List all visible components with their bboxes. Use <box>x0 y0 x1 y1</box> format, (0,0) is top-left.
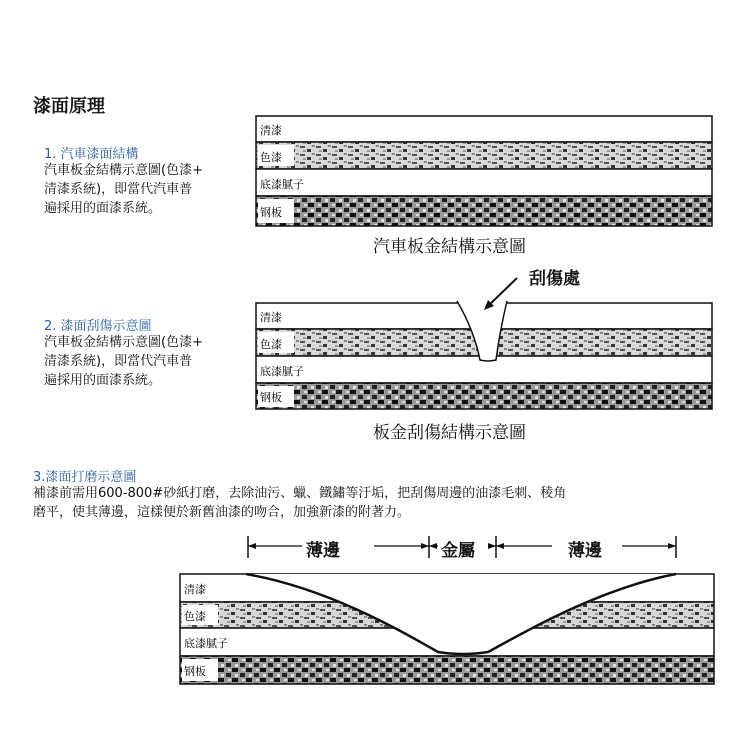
layer-label-primer: 底漆膩子 <box>260 365 304 378</box>
dim-label-metal: 金屬 <box>441 541 475 561</box>
layer-label-basecoat: 色漆 <box>260 338 282 351</box>
scratch-annotation: 刮傷處 <box>529 269 580 289</box>
section-2-desc-line: 清漆系統)，即當代汽車普 <box>44 354 193 369</box>
layer-clearcoat <box>256 116 712 142</box>
layer-label-steel: 钢板 <box>184 665 206 678</box>
layer-label-steel: 钢板 <box>260 206 282 219</box>
section-1-desc-line: 遍採用的面漆系統。 <box>44 201 162 216</box>
layer-label-clearcoat: 清漆 <box>260 311 282 324</box>
section-1-desc-line: 汽車板金結構示意圖(色漆+ <box>44 163 203 178</box>
section-1-desc-line: 清漆系統)，即當代汽車普 <box>44 182 193 197</box>
layer-label-primer: 底漆膩子 <box>260 178 304 191</box>
diagram-2-caption: 板金刮傷結構示意圖 <box>373 423 526 443</box>
layer-primer <box>256 169 712 196</box>
layer-steel <box>256 196 712 226</box>
page-title: 漆面原理 <box>33 96 105 117</box>
section-1-desc <box>44 161 203 218</box>
section-2-desc <box>44 333 203 390</box>
layer-label-basecoat: 色漆 <box>184 610 206 623</box>
layer-basecoat <box>256 142 712 169</box>
scratch-diagram <box>252 260 714 412</box>
layer-steel <box>180 656 714 684</box>
diagram-1-caption: 汽車板金結構示意圖 <box>373 237 526 257</box>
section-2-desc-line: 遍採用的面漆系統。 <box>44 373 162 388</box>
layer-steel <box>256 383 712 409</box>
section-2-desc-line: 汽車板金結構示意圖(色漆+ <box>44 335 203 350</box>
section-1-title: 1. 汽車漆面結構 <box>44 147 139 162</box>
section-3-desc <box>33 484 566 522</box>
dim-label-thin-edge-right: 薄邊 <box>568 541 602 561</box>
section-3-title: 3.漆面打磨示意圖 <box>33 470 137 485</box>
layer-label-clearcoat: 清漆 <box>184 583 206 596</box>
section-3-desc-line: 磨平，使其薄邊，這樣便於新舊油漆的吻合，加強新漆的附著力。 <box>33 505 411 520</box>
layer-label-steel: 钢板 <box>260 391 282 404</box>
paint-structure-diagram <box>252 113 714 231</box>
layer-label-primer: 底漆膩子 <box>184 637 228 650</box>
layer-label-basecoat: 色漆 <box>260 151 282 164</box>
section-3-desc-line: 補漆前需用600-800#砂紙打磨，去除油污、蠟、鐵鏽等汙垢，把刮傷周邊的油漆毛刺、稜角 <box>33 486 567 501</box>
dim-label-thin-edge-left: 薄邊 <box>306 541 340 561</box>
section-2-title: 2. 漆面刮傷示意圖 <box>44 319 152 334</box>
layer-label-clearcoat: 清漆 <box>260 124 282 137</box>
